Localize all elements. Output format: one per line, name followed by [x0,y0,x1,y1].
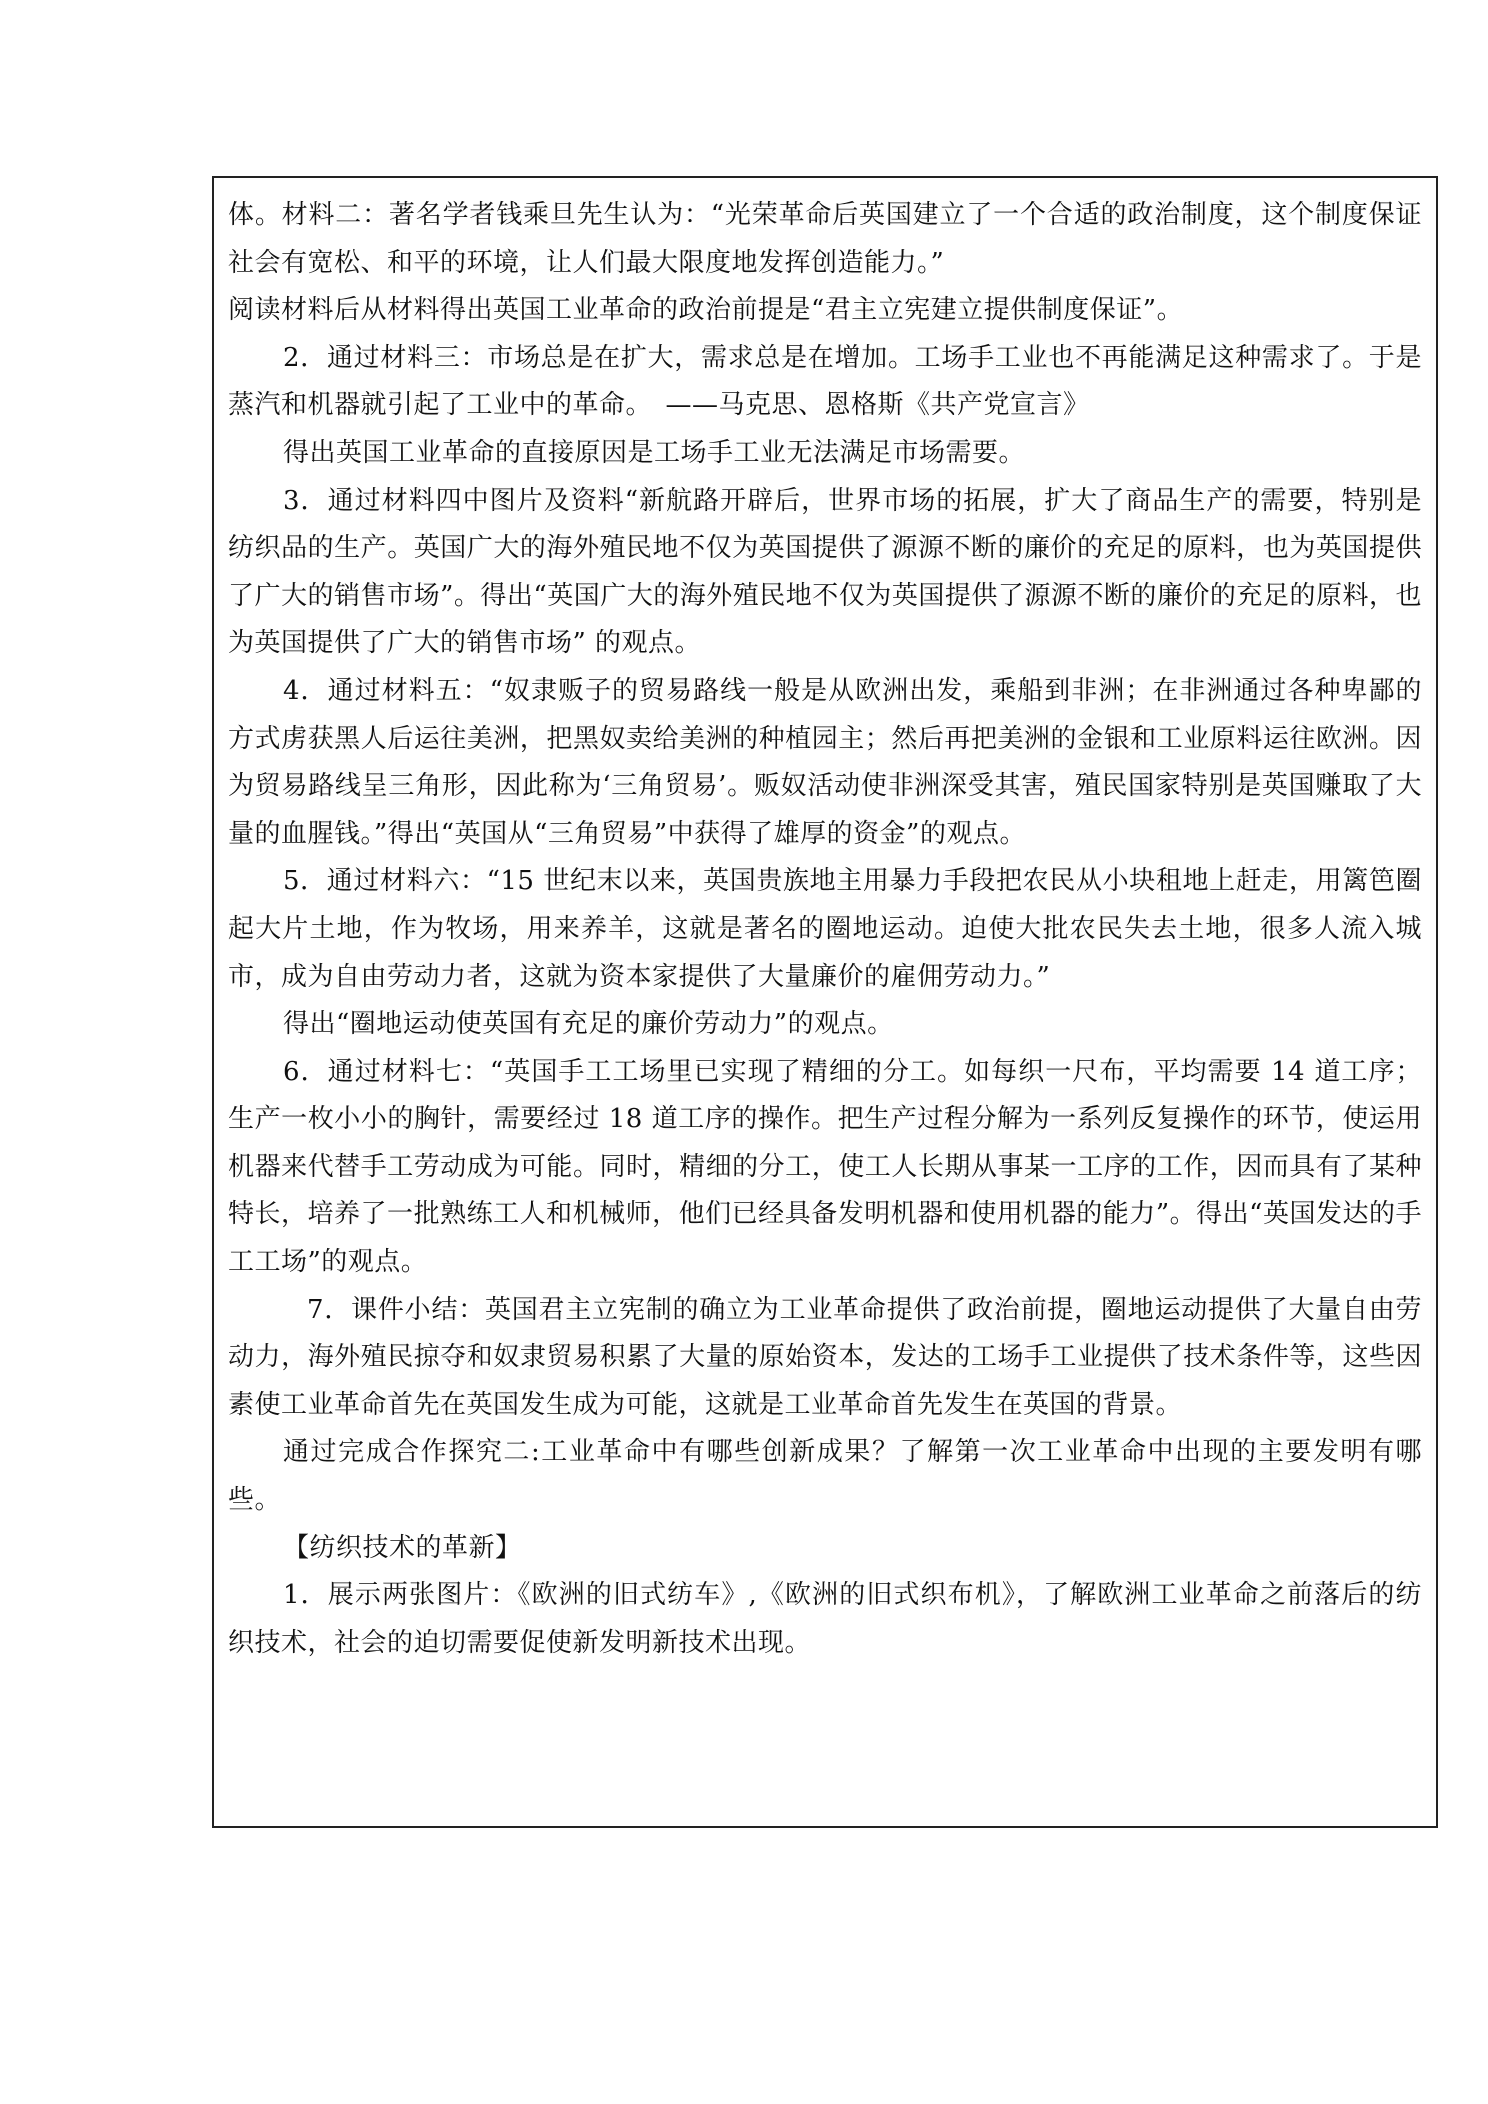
paragraph-summary: 7．课件小结：英国君主立宪制的确立为工业革命提供了政治前提，圈地运动提供了大量自由劳动力，海外殖民掠夺和奴隶贸易积累了大量的原始资本，发达的工场手工业提供了技术条件等，这些因素使工业革命首先在英国发生成为可能，这就是工业革命首先发生在英国的背景。 [228,1294,1422,1420]
paragraph-political-premise: 阅读材料后从材料得出英国工业革命的政治前提是“君主立宪建立提供制度保证”。 [228,295,1184,326]
paragraph-direct-cause: 得出英国工业革命的直接原因是工场手工业无法满足市场需要。 [283,437,1026,468]
paragraph-material-six: 5．通过材料六：“15 世纪末以来，英国贵族地主用暴力手段把农民从小块租地上赶走，用篱笆圈起大片土地，作为牧场，用来养羊，这就是著名的圈地运动。迫使大批农民失去土地，很多人流入城市，成为自由劳动力者，这就为资本家提供了大量廉价的雇佣劳动力。” [228,866,1422,992]
lesson-plan-table-cell [212,176,1438,1828]
section-heading-textile: 【纺织技术的革新】 [283,1532,522,1563]
paragraph-material-seven: 6．通过材料七：“英国手工工场里已实现了精细的分工。如每织一尺布，平均需要 14 道工序；生产一枚小小的胸针，需要经过 18 道工序的操作。把生产过程分解为一系列反复操作的环节，使运用机器来代替手工劳动成为可能。同时，精细的分工，使工人长期从事某一工序的工作，因而具有了某种特长，培养了一批熟练工人和机械师，他们已经具备发明机器和使用机器的能力”。得出“英国发达的手工工场”的观点。 [228,1056,1422,1278]
paragraph-material-three: 2．通过材料三：市场总是在扩大，需求总是在增加。工场手工业也不再能满足这种需求了。于是蒸汽和机器就引起了工业中的革命。 ——马克思、恩格斯《共产党宣言》 [228,342,1422,421]
paragraph-enclosure-conclusion: 得出“圈地运动使英国有充足的廉价劳动力”的观点。 [283,1009,894,1040]
paragraph-inquiry-two: 通过完成合作探究二:工业革命中有哪些创新成果？了解第一次工业革命中出现的主要发明有哪些。 [228,1437,1422,1516]
paragraph-show-images: 1．展示两张图片：《欧洲的旧式纺车》,《欧洲的旧式织布机》，了解欧洲工业革命之前落后的纺织技术，社会的迫切需要促使新发明新技术出现。 [228,1580,1422,1658]
paragraph-material-four: 3．通过材料四中图片及资料“新航路开辟后，世界市场的拓展，扩大了商品生产的需要，特别是纺织品的生产。英国广大的海外殖民地不仅为英国提供了源源不断的廉价的充足的原料，也为英国提供了广大的销售市场”。得出“英国广大的海外殖民地不仅为英国提供了源源不断的廉价的充足的原料，也为英国提供了广大的销售市场” 的观点。 [228,485,1422,659]
paragraph-material-two: 体。材料二：著名学者钱乘旦先生认为：“光荣革命后英国建立了一个合适的政治制度，这个制度保证社会有宽松、和平的环境，让人们最大限度地发挥创造能力。” [228,200,1422,278]
paragraph-material-five: 4．通过材料五：“奴隶贩子的贸易路线一般是从欧洲出发，乘船到非洲；在非洲通过各种卑鄙的方式虏获黑人后运往美洲，把黑奴卖给美洲的种植园主；然后再把美洲的金银和工业原料运往欧洲。因为贸易路线呈三角形，因此称为‘三角贸易’。贩奴活动使非洲深受其害，殖民国家特别是英国赚取了大量的血腥钱。”得出“英国从“三角贸易”中获得了雄厚的资金”的观点。 [228,675,1422,849]
